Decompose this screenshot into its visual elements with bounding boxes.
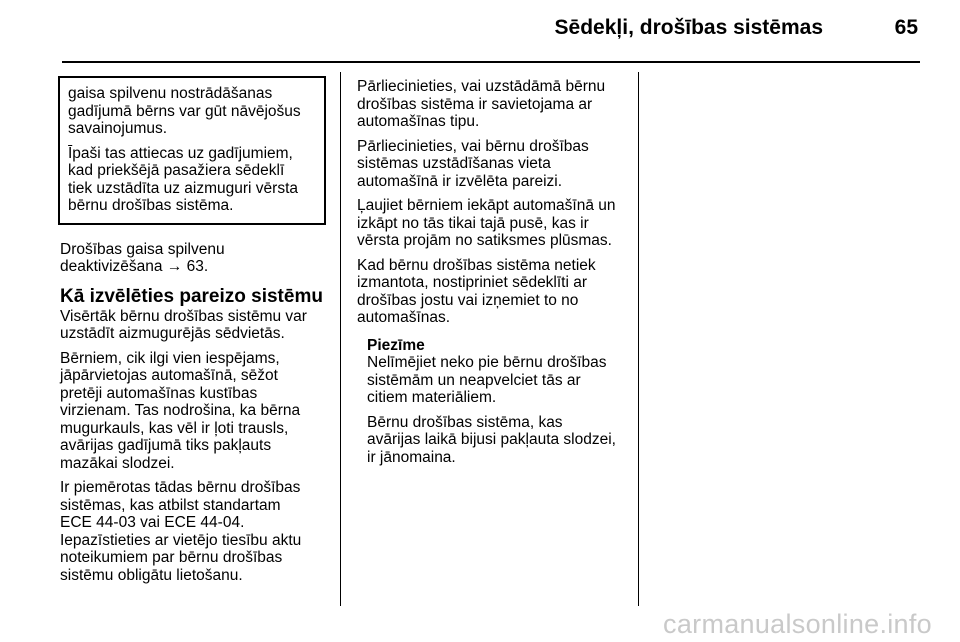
paragraph: Visērtāk bērnu drošības sistēmu var uzstādīt aizmugurējās sēdvietās.: [60, 307, 307, 342]
column-divider-right: [638, 72, 639, 606]
note-title: Piezīme: [367, 336, 425, 354]
page-title: Sēdekļi, drošības sistēmas: [554, 16, 823, 39]
warning-paragraph-1: gaisa spilvenu nostrādāšanas gadījumā bērns var gūt nāvējošus savainojumus.: [68, 85, 301, 137]
watermark: carmanualsonline.info: [663, 609, 932, 639]
paragraph: Pārliecinieties, vai bērnu drošības sistēmas uzstādīšanas vieta automašīnā ir izvēlēta pareizi.: [357, 137, 589, 190]
column-divider-left: [340, 72, 341, 606]
paragraph: Pārliecinieties, vai uzstādāmā bērnu drošības sistēma ir savietojama ar automašīnas tipu.: [357, 78, 606, 130]
paragraph: Ir piemērotas tādas bērnu drošības sistēmas, kas atbilst standartam ECE 44-03 vai ECE 44-04. Iepazīstieties ar vietējo tiesību aktu noteikumiem par bērnu drošības sistēmu obligātu lietošanu.: [60, 479, 302, 584]
paragraph: Ļaujiet bērniem iekāpt automašīnā un izkāpt no tās tikai tajā pusē, kas ir vērsta projām no satiksmes plūsmas.: [357, 197, 616, 249]
page-number: 65: [894, 16, 918, 39]
left-column: [60, 76, 326, 591]
paragraph: Bērniem, cik ilgi vien iespējams, jāpārvietojas automašīnā, sēžot pretēji automašīnas kustības virzienam. Tas nodrošina, ka bērna mugurkauls, kas vēl ir ļoti trausls, avārijas gadījumā tiks pakļauts mazākai slodzei.: [60, 349, 301, 472]
header-rule: [62, 61, 920, 63]
note-paragraph: Nelīmējiet neko pie bērnu drošības sistēmām un neapvelciet tās ar citiem materiāliem.: [367, 354, 607, 406]
warning-box: [58, 76, 326, 225]
paragraph: Kad bērnu drošības sistēma netiek izmantota, nostipriniet sēdeklīti ar drošības jostu vai izņemiet to no automašīnas.: [357, 256, 596, 326]
right-column: [357, 78, 627, 473]
note-paragraph: Bērnu drošības sistēma, kas avārijas laikā bijusi pakļauta slodzei, ir jānomaina.: [367, 413, 616, 466]
cross-reference: Drošības gaisa spilvenu deaktivizēšana → 63.: [60, 240, 225, 275]
section-heading: Kā izvēlēties pareizo sistēmu: [60, 285, 323, 307]
warning-paragraph-2: Īpaši tas attiecas uz gadījumiem, kad priekšējā pasažiera sēdeklī tiek uzstādīta uz aizmuguri vērsta bērnu drošības sistēma.: [68, 144, 299, 214]
note-block: [357, 337, 627, 467]
page-ref-arrow-icon: →: [166, 258, 183, 275]
